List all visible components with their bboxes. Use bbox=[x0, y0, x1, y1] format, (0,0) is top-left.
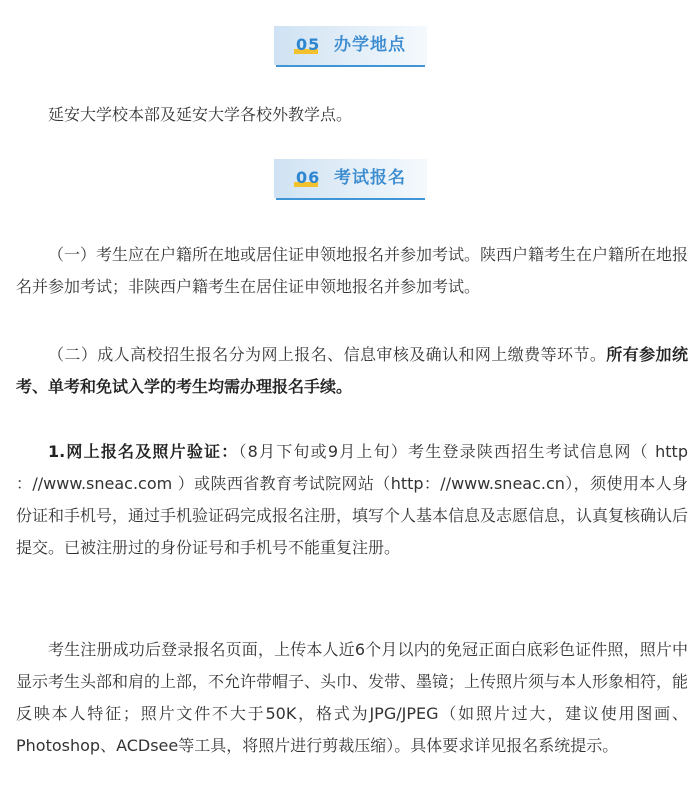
online-registration-paragraph bbox=[16, 436, 688, 564]
section-number: 05 bbox=[296, 35, 321, 54]
photo-requirements-paragraph: 考生注册成功后登录报名页面，上传本人近6个月以内的免冠正面白底彩色证件照，照片中显示考生头部和肩的上部，不允许带帽子、头巾、发带、墨镜；上传照片须与本人形象相符，能反映本人特征；照片文件不大于50K，格式为JPG/JPEG（如照片过大，建议使用图画、Photoshop、ACDsee等工具，将照片进行剪裁压缩）。具体要求详见报名系统提示。 bbox=[16, 640, 689, 755]
registration-paragraph-2 bbox=[16, 339, 688, 403]
section-header-05 bbox=[274, 26, 427, 70]
section-title: 考试报名 bbox=[334, 168, 406, 188]
online-registration-heading: 1.网上报名及照片验证： bbox=[48, 442, 239, 461]
section-title: 办学地点 bbox=[334, 35, 406, 55]
registration-paragraph-2-bold: 所有参加统考、单考和免试入学的考生均需办理报名手续。 bbox=[16, 345, 688, 396]
section-number: 06 bbox=[296, 168, 321, 187]
registration-paragraph-1: （一）考生应在户籍所在地或居住证申领地报名并参加考试。陕西户籍考生在户籍所在地报名并参加考试；非陕西户籍考生在居住证申领地报名并参加考试。 bbox=[16, 245, 689, 296]
section-header-underline bbox=[276, 65, 425, 67]
school-location-text: 延安大学校本部及延安大学各校外教学点。 bbox=[48, 105, 353, 124]
section-header-06 bbox=[274, 159, 427, 203]
section-header-underline bbox=[276, 198, 425, 200]
registration-paragraph-2-text: （二）成人高校招生报名分为网上报名、信息审核及确认和网上缴费等环节。 bbox=[48, 345, 607, 364]
online-registration-text: （8月下旬或9月上旬）考生登录陕西招生考试信息网（ http ：//www.sneac.com ）或陕西省教育考试院网站（http：//www.sneac.cn），须使用本人身份证和手机号，通过手机验证码完成报名注册，填写个人基本信息及志愿信息，认真复核确认后提交。已被注册过的身份证号和手机号不能重复注册。 bbox=[16, 442, 689, 557]
